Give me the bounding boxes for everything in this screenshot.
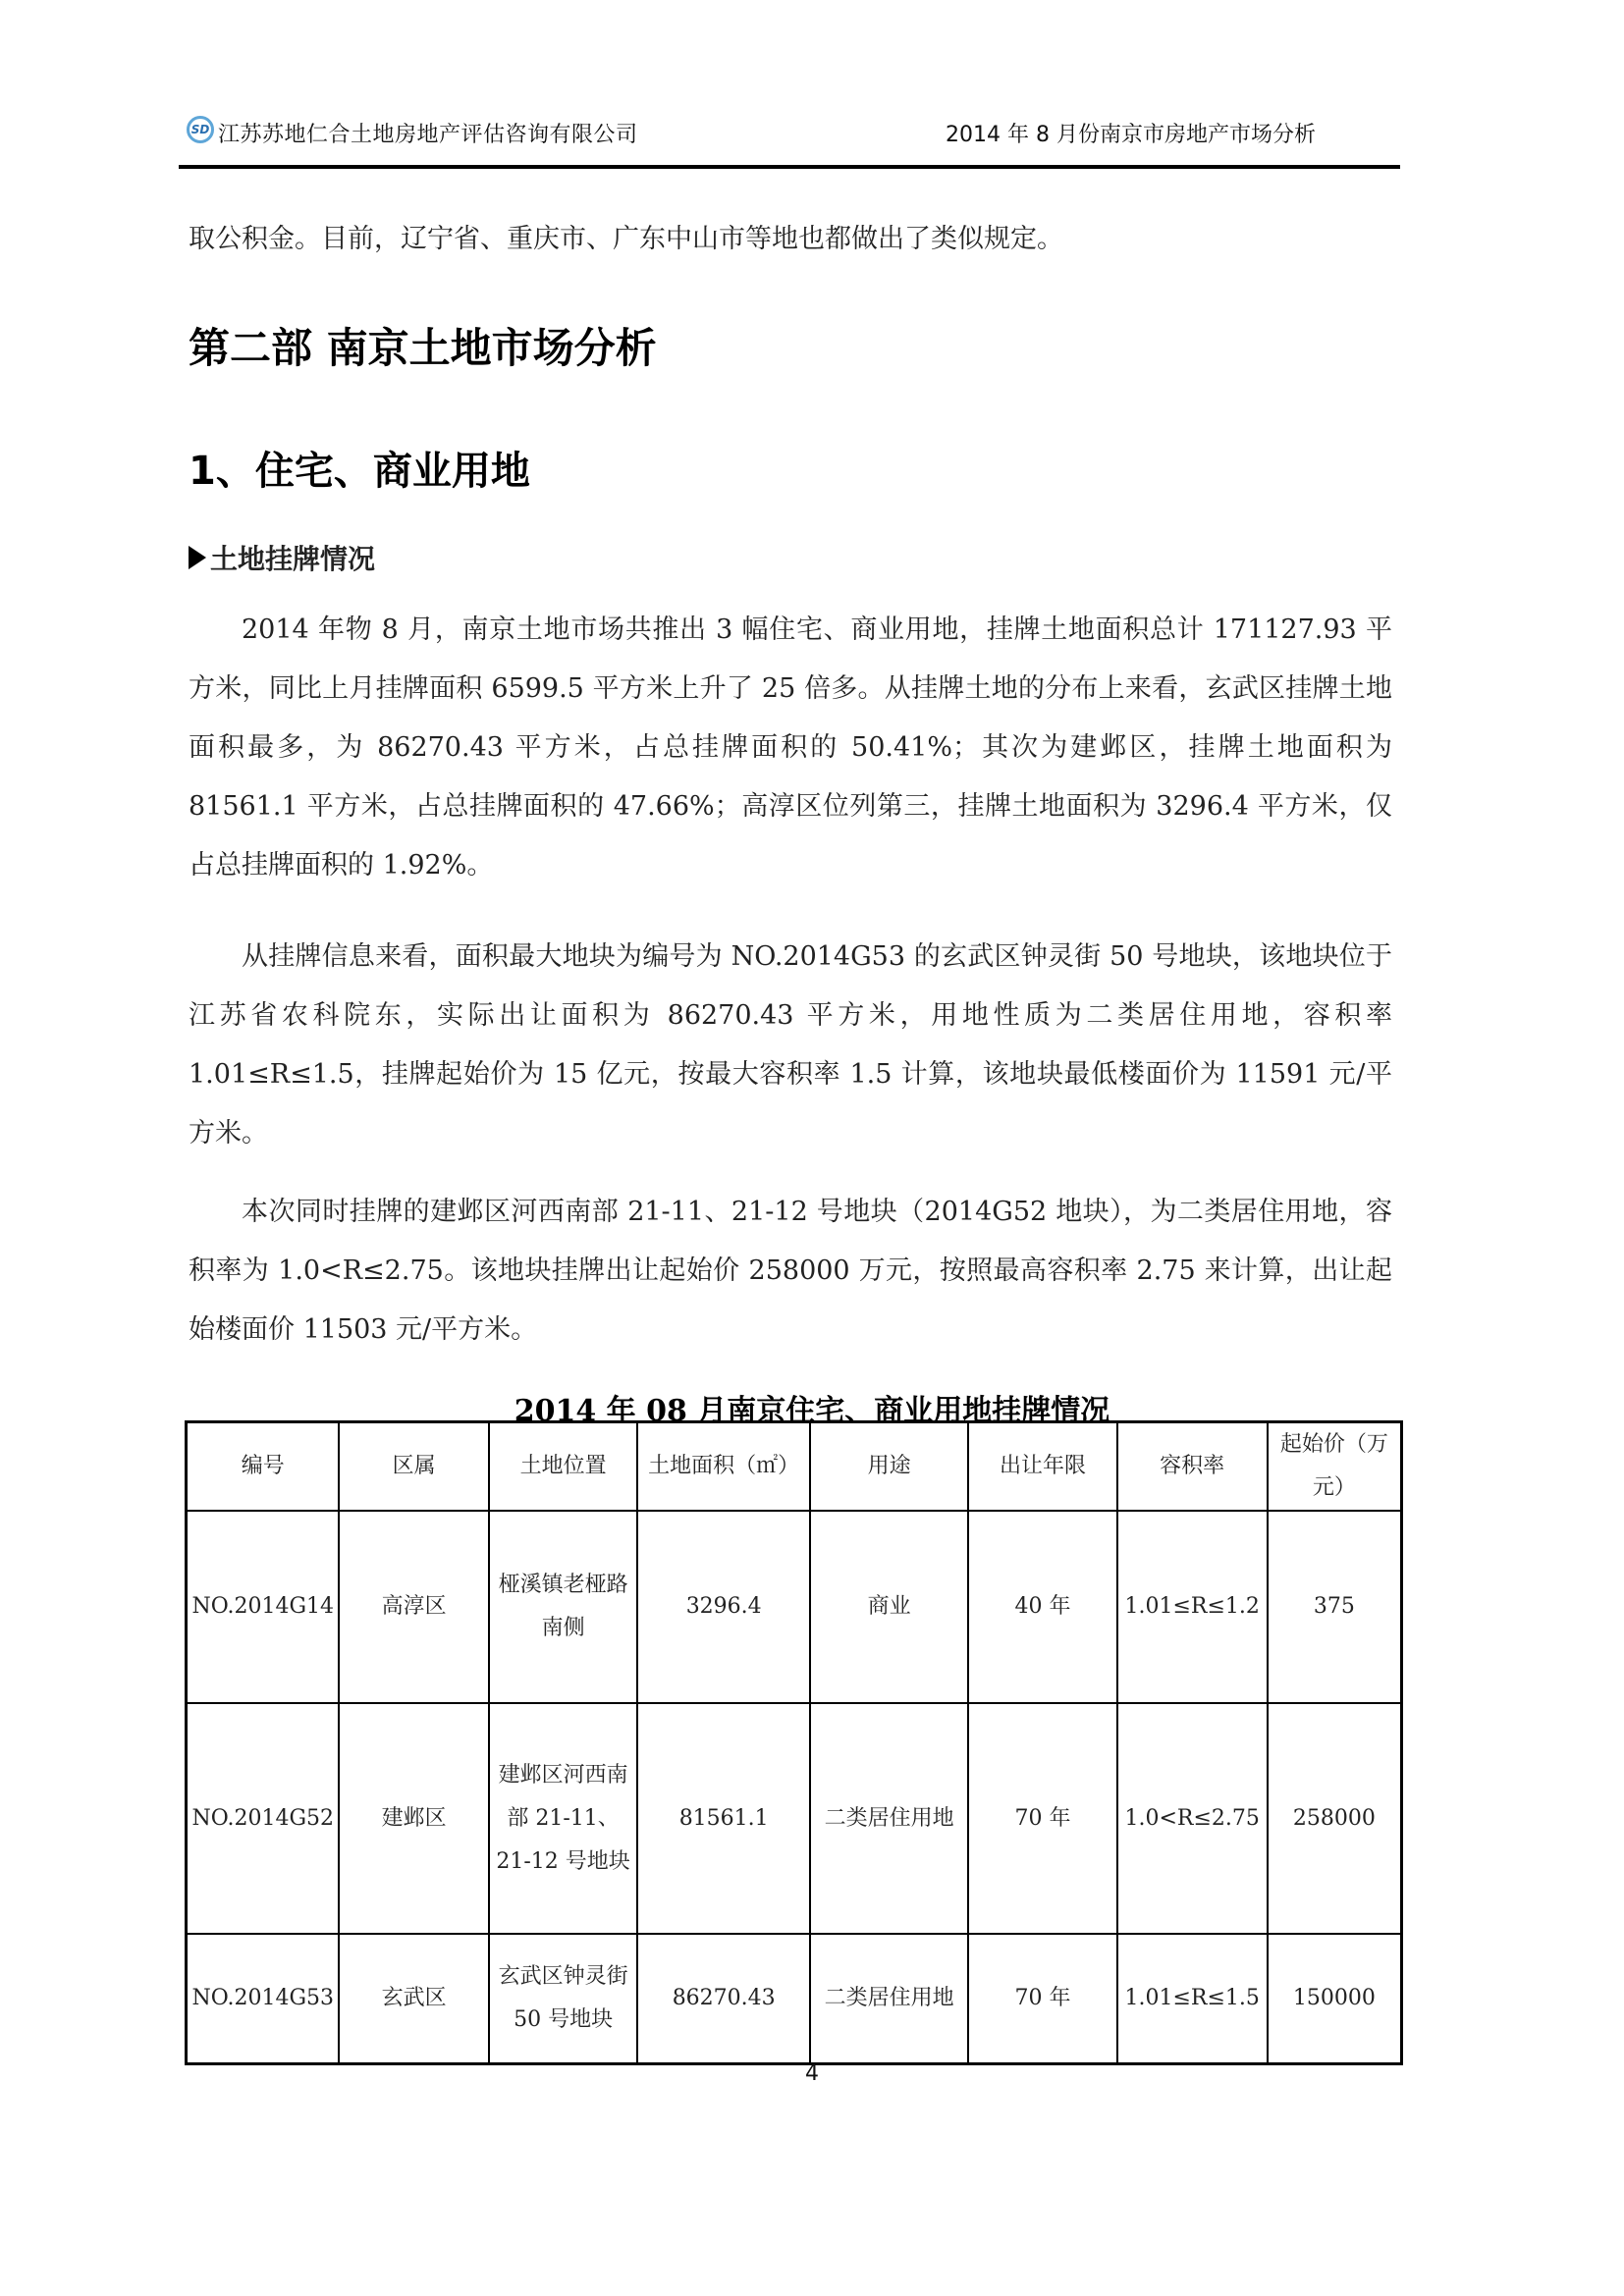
company-name: 江苏苏地仁合土地房地产评估咨询有限公司 bbox=[218, 123, 638, 147]
table-cell: 375 bbox=[1268, 1511, 1402, 1703]
table-cell: 1.0<R≤2.75 bbox=[1117, 1703, 1268, 1934]
page-header bbox=[187, 110, 1394, 149]
table-cell: 81561.1 bbox=[637, 1703, 810, 1934]
table-cell: 150000 bbox=[1268, 1934, 1402, 2063]
header-divider bbox=[179, 165, 1400, 169]
header-cell: 区属 bbox=[339, 1422, 488, 1512]
table-cell: 40 年 bbox=[968, 1511, 1116, 1703]
report-title: 2014 年 8 月份南京市房地产市场分析 bbox=[946, 123, 1316, 147]
sub-heading bbox=[189, 538, 375, 577]
section-title: 第二部 南京土地市场分析 bbox=[189, 324, 657, 372]
table-row bbox=[187, 1703, 1402, 1934]
header-cell: 土地位置 bbox=[489, 1422, 638, 1512]
table-cell: 桠溪镇老桠路南侧 bbox=[489, 1511, 638, 1703]
paragraph: 本次同时挂牌的建邺区河西南部 21-11、21-12 号地块（2014G52 地块），为二类居住用地，容积率为 1.0<R≤2.75。该地块挂牌出让起始价 258000 万元，按照最高容积率 2.75 来计算，出让起始楼面价 11503 元/平方米。 bbox=[189, 1197, 1392, 1345]
table-cell: 3296.4 bbox=[637, 1511, 810, 1703]
table-header-row bbox=[187, 1422, 1402, 1512]
table-cell: 商业 bbox=[810, 1511, 968, 1703]
table-cell: NO.2014G53 bbox=[187, 1934, 340, 2063]
table-cell: 玄武区 bbox=[339, 1934, 488, 2063]
page-number: 4 bbox=[805, 2061, 819, 2086]
table-cell: 二类居住用地 bbox=[810, 1703, 968, 1934]
header-cell: 用途 bbox=[810, 1422, 968, 1512]
header-cell: 土地面积（㎡） bbox=[637, 1422, 810, 1512]
arrow-bullet-icon bbox=[189, 546, 206, 569]
intro-continuation: 取公积金。目前，辽宁省、重庆市、广东中山市等地也都做出了类似规定。 bbox=[189, 224, 1063, 254]
table-row bbox=[187, 1934, 1402, 2063]
header-cell: 起始价（万元） bbox=[1268, 1422, 1402, 1512]
table-cell: 1.01≤R≤1.2 bbox=[1117, 1511, 1268, 1703]
paragraph: 2014 年物 8 月，南京土地市场共推出 3 幅住宅、商业用地，挂牌土地面积总计 171127.93 平方米，同比上月挂牌面积 6599.5 平方米上升了 25 倍多。从挂牌土地的分布上来看，玄武区挂牌土地面积最多，为 86270.43 平方米，占总挂牌面积的 50.41%；其次为建邺区，挂牌土地面积为 81561.1 平方米，占总挂牌面积的 47.66%；高淳区位列第三，挂牌土地面积为 3296.4 平方米，仅占总挂牌面积的 1.92%。 bbox=[189, 614, 1392, 881]
table-cell: 70 年 bbox=[968, 1703, 1116, 1934]
table-cell: 70 年 bbox=[968, 1934, 1116, 2063]
table-cell: 1.01≤R≤1.5 bbox=[1117, 1934, 1268, 2063]
table-title: 2014 年 08 月南京住宅、商业用地挂牌情况 bbox=[514, 1394, 1110, 1428]
company-logo-icon: SD bbox=[187, 116, 214, 143]
subsection-title: 1、住宅、商业用地 bbox=[189, 449, 530, 494]
paragraph: 从挂牌信息来看，面积最大地块为编号为 NO.2014G53 的玄武区钟灵街 50 号地块，该地块位于江苏省农科院东，实际出让面积为 86270.43 平方米，用地性质为二类居住用地，容积率 1.01≤R≤1.5，挂牌起始价为 15 亿元，按最大容积率 1.5 计算，该地块最低楼面价为 11591 元/平方米。 bbox=[189, 941, 1392, 1148]
table-cell: 高淳区 bbox=[339, 1511, 488, 1703]
table-row bbox=[187, 1511, 1402, 1703]
table-cell: 玄武区钟灵街 50 号地块 bbox=[489, 1934, 638, 2063]
table-cell: NO.2014G52 bbox=[187, 1703, 340, 1934]
header-cell: 编号 bbox=[187, 1422, 340, 1512]
table-cell: 258000 bbox=[1268, 1703, 1402, 1934]
table-cell: NO.2014G14 bbox=[187, 1511, 340, 1703]
sub-heading-text: 土地挂牌情况 bbox=[210, 543, 376, 575]
table-cell: 86270.43 bbox=[637, 1934, 810, 2063]
table-cell: 建邺区河西南部 21-11、21-12 号地块 bbox=[489, 1703, 638, 1934]
table-cell: 二类居住用地 bbox=[810, 1934, 968, 2063]
land-listing-table bbox=[185, 1420, 1403, 2065]
header-cell: 出让年限 bbox=[968, 1422, 1116, 1512]
header-cell: 容积率 bbox=[1117, 1422, 1268, 1512]
table-cell: 建邺区 bbox=[339, 1703, 488, 1934]
